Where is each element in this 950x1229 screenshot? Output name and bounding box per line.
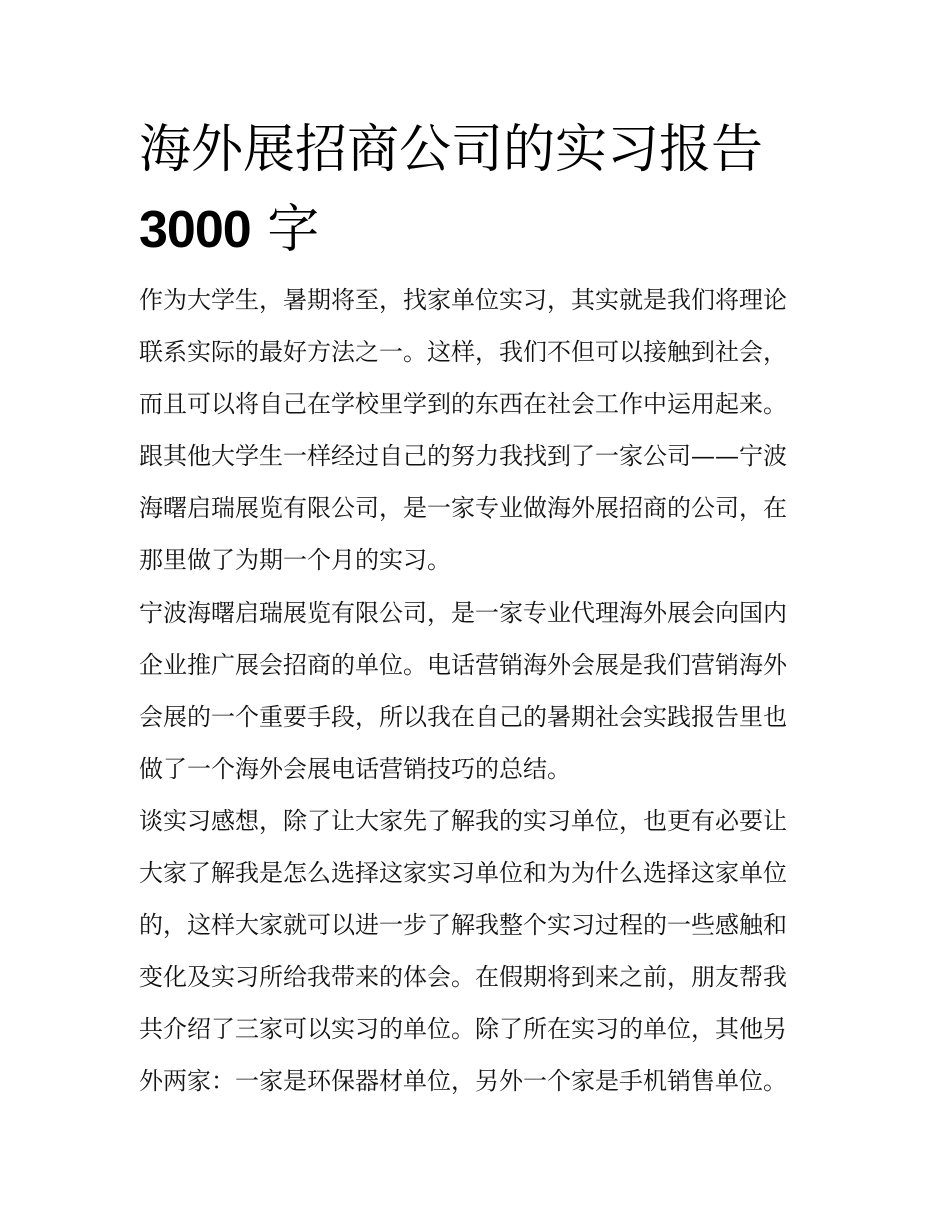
text-line: 共介绍了三家可以实习的单位。除了所在实习的单位，其他另 xyxy=(139,1015,787,1044)
title-word-count: 3000 xyxy=(139,201,251,259)
text-line: 变化及实习所给我带来的体会。在假期将到来之前，朋友帮我 xyxy=(139,963,787,992)
text-line: 企业推广展会招商的单位。电话营销海外会展是我们营销海外 xyxy=(139,650,787,679)
text-line: 外两家：一家是环保器材单位，另外一个家是手机销售单位。 xyxy=(139,1067,787,1096)
paragraph-1 xyxy=(139,274,819,587)
title-suffix: 字 xyxy=(267,200,320,260)
text-line: 会展的一个重要手段，所以我在自己的暑期社会实践报告里也 xyxy=(139,702,787,731)
text-line: 大家了解我是怎么选择这家实习单位和为为什么选择这家单位 xyxy=(139,859,787,888)
paragraph-3 xyxy=(139,795,819,1108)
text-line: 做了一个海外会展电话营销技巧的总结。 xyxy=(139,754,571,783)
text-line: 而且可以将自己在学校里学到的东西在社会工作中运用起来。 xyxy=(139,390,787,419)
text-line: 作为大学生，暑期将至，找家单位实习，其实就是我们将理论 xyxy=(139,286,787,314)
text-line: 那里做了为期一个月的实习。 xyxy=(139,546,451,575)
text-line: 海曙启瑞展览有限公司，是一家专业做海外展招商的公司，在 xyxy=(139,494,787,523)
text-line: 的，这样大家就可以进一步了解我整个实习过程的一些感触和 xyxy=(139,911,787,940)
text-line: 联系实际的最好方法之一。这样，我们不但可以接触到社会， xyxy=(139,338,787,367)
text-line: 宁波海曙启瑞展览有限公司，是一家专业代理海外展会向国内 xyxy=(139,598,787,627)
paragraph-2 xyxy=(139,587,819,795)
title-line-2 xyxy=(139,190,839,270)
document-body xyxy=(139,274,819,1108)
document-title xyxy=(139,110,839,270)
text-line: 跟其他大学生一样经过自己的努力我找到了一家公司——宁波 xyxy=(139,442,787,471)
title-line-1: 海外展招商公司的实习报告 xyxy=(139,120,764,180)
text-line: 谈实习感想，除了让大家先了解我的实习单位，也更有必要让 xyxy=(139,806,787,835)
